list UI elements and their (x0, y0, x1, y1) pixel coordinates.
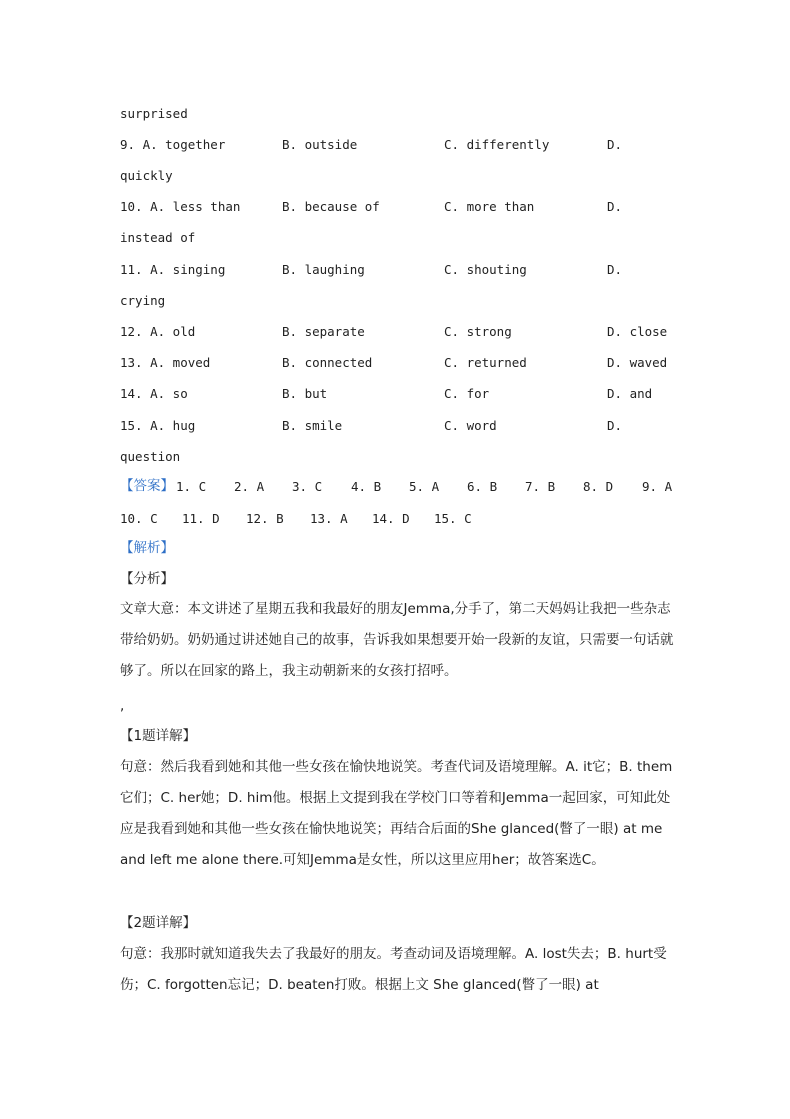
question-12-option-c: C. strong (444, 324, 512, 339)
question-14-option-c: C. for (444, 386, 490, 401)
question-10-option-d: D. (607, 199, 623, 214)
answer-item: 3. C (292, 479, 323, 494)
question-11-option-d-wrap: crying (120, 293, 166, 308)
question-15-option-d-wrap: question (120, 449, 181, 464)
answer-item: 6. B (467, 479, 498, 494)
question-9-option-d-wrap: quickly (120, 168, 173, 183)
question-11-option-a: 11. A. singing (120, 262, 226, 277)
question-9-option-d: D. (607, 137, 623, 152)
answer-item: 2. A (234, 479, 265, 494)
answer-item: 14. D (372, 511, 410, 526)
answer-item: 12. B (246, 511, 284, 526)
question-9-option-b: B. outside (282, 137, 358, 152)
answer-item: 4. B (351, 479, 382, 494)
question-12-option-a: 12. A. old (120, 324, 196, 339)
wrapped-option-text: surprised (120, 106, 188, 121)
question-11-option-d: D. (607, 262, 623, 277)
answer-tag: 【答案】 (120, 478, 174, 494)
question-15-option-b: B. smile (282, 418, 343, 433)
question-13-option-c: C. returned (444, 355, 527, 370)
question-15-option-d: D. (607, 418, 623, 433)
question-10-option-c: C. more than (444, 199, 535, 214)
answer-item: 1. C (176, 479, 207, 494)
analysis-tag: 【解析】 (120, 540, 174, 556)
answer-item: 15. C (434, 511, 472, 526)
question-1-detail-text: 句意：然后我看到她和其他一些女孩在愉快地说笑。考查代词及语境理解。A. it它；B. them它们；C. her她；D. him他。根据上文提到我在学校门口等着和Jemma一起回家，可知此处应是我看到她和其他一些女孩在愉快地说笑；再结合后面的She glanced(瞥了一眼) at me and left me alone there.可知Jemma是女性，所以这里应用her；故答案选C。 (120, 759, 673, 868)
question-9-option-c: C. differently (444, 137, 550, 152)
summary-paragraph: 文章大意：本文讲述了星期五我和我最好的朋友Jemma,分手了，第二天妈妈让我把一些杂志带给奶奶。奶奶通过讲述她自己的故事，告诉我如果想要开始一段新的友谊，只需要一句话就够了。所以在回家的路上，我主动朝新来的女孩打招呼。 (120, 601, 674, 679)
question-15-option-c: C. word (444, 418, 497, 433)
analysis-subhead: 【分析】 (120, 571, 174, 587)
answer-item: 5. A (409, 479, 440, 494)
answer-item: 10. C (120, 511, 158, 526)
question-13-option-b: B. connected (282, 355, 373, 370)
question-9-option-a: 9. A. together (120, 137, 226, 152)
question-11-option-c: C. shouting (444, 262, 527, 277)
stray-comma: , (120, 698, 125, 714)
answer-item: 8. D (583, 479, 614, 494)
question-10-option-d-wrap: instead of (120, 230, 196, 245)
question-13-option-d: D. waved (607, 355, 668, 370)
answer-item: 11. D (182, 511, 220, 526)
question-12-option-d: D. close (607, 324, 668, 339)
answer-item: 13. A (310, 511, 348, 526)
question-11-option-b: B. laughing (282, 262, 365, 277)
question-15-option-a: 15. A. hug (120, 418, 196, 433)
answer-item: 7. B (525, 479, 556, 494)
question-14-option-a: 14. A. so (120, 386, 188, 401)
question-12-option-b: B. separate (282, 324, 365, 339)
question-10-option-b: B. because of (282, 199, 380, 214)
question-14-option-d: D. and (607, 386, 653, 401)
question-10-option-a: 10. A. less than (120, 199, 241, 214)
question-13-option-a: 13. A. moved (120, 355, 211, 370)
question-14-option-b: B. but (282, 386, 328, 401)
question-2-detail-heading: 【2题详解】 (120, 915, 197, 931)
question-1-detail-heading: 【1题详解】 (120, 728, 197, 744)
answer-item: 9. A (642, 479, 673, 494)
question-2-detail-text: 句意：我那时就知道我失去了我最好的朋友。考查动词及语境理解。A. lost失去；B. hurt受伤；C. forgotten忘记；D. beaten打败。根据上文 She glanced(瞥了一眼) at (120, 946, 667, 993)
